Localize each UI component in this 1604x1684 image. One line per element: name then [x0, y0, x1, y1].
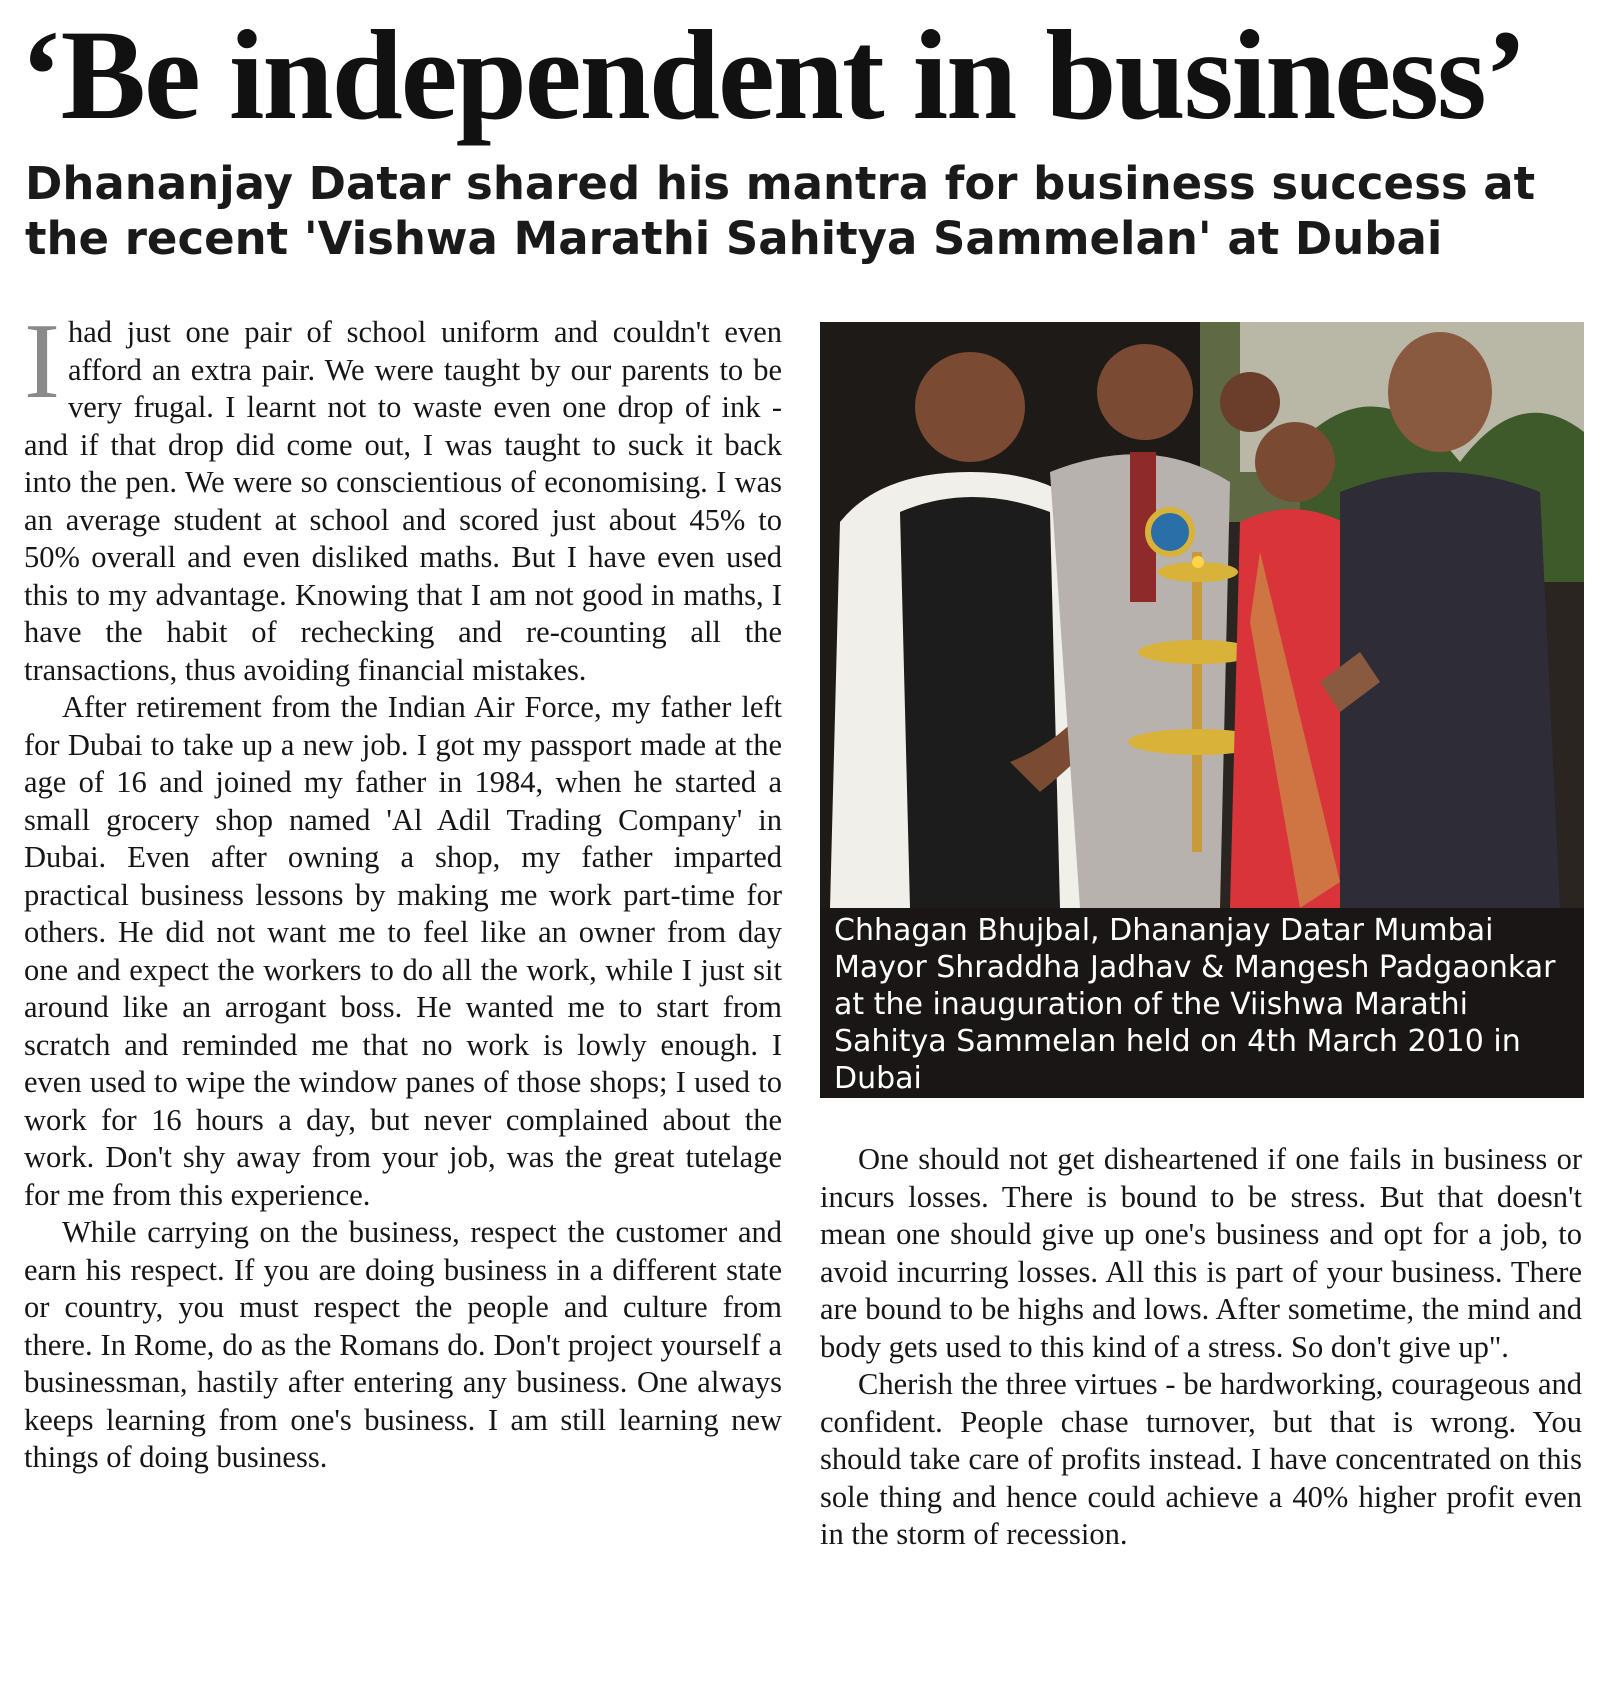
photo-caption: Chhagan Bhujbal, Dhananjay Datar Mumbai Mayor Shraddha Jadhav & Mangesh Padgaonkar at the inauguration of the Viishwa Marathi Sahitya Sammelan held on 4th March 2010 in Dubai [820, 908, 1584, 1098]
article-paragraph: One should not get disheartened if one fails in business or incurs losses. There is bound to be stress. But that doesn't mean one should give up one's business and opt for a job, to avoid incurring losses. All this is part of your business. There are bound to be highs and lows. After sometime, the mind and body gets used to this kind of a stress. So don't give up". [820, 1142, 1582, 1364]
article-paragraph: Cherish the three virtues - be hardworking, courageous and confident. People chase turnover, but that is wrong. You should take care of profits instead. I have concentrated on this sole thing and hence could achieve a 40% higher profit even in the storm of recession. [820, 1367, 1582, 1551]
photo-illustration [820, 322, 1584, 908]
subheadline: Dhananjay Datar shared his mantra for business success at the recent 'Vishwa Marathi Sahitya Sammelan' at Dubai [25, 157, 1536, 265]
article-column-left [24, 314, 782, 1676]
paragraph-text: had just one pair of school uniform and couldn't even afford an extra pair. We were taught by our parents to be very frugal. I learnt not to waste even one drop of ink - and if that drop did come out, I was taught to suck it back into the pen. We were so conscientious of economising. I was an average student at school and scored just about 45% to 50% overall and even disliked maths. But I have even used this to my advantage. Knowing that I am not good in maths, I have the habit of rechecking and re-counting all the transactions, thus avoiding financial mistakes. [24, 315, 782, 687]
dropcap-letter: I [24, 314, 60, 421]
event-photo [820, 322, 1584, 908]
article-paragraph: After retirement from the Indian Air Force, my father left for Dubai to take up a new job. I got my passport made at the age of 16 and joined my father in 1984, when he started a small grocery shop named 'Al Adil Trading Company' in Dubai. Even after owning a shop, my father imparted practical business lessons by making me work part-time for others. He did not want me to feel like an owner from day one and expect the workers to do all the work, while I just sit around like an arrogant boss. He wanted me to start from scratch and reminded me that no work is lowly enough. I even used to wipe the window panes of those shops; I used to work for 16 hours a day, but never complained about the work. Don't shy away from your job, was the great tutelage for me from this experience. [24, 690, 782, 1212]
headline: ‘Be independent in business’ [20, 4, 1526, 146]
article-column-right [820, 1141, 1582, 1676]
article-paragraph [24, 314, 782, 689]
article-paragraph: While carrying on the business, respect the customer and earn his respect. If you are doing business in a different state or country, you must respect the people and culture from there. In Rome, do as the Romans do. Don't project yourself a businessman, hastily after entering any business. One always keeps learning from one's business. I am still learning new things of doing business. [24, 1215, 782, 1474]
